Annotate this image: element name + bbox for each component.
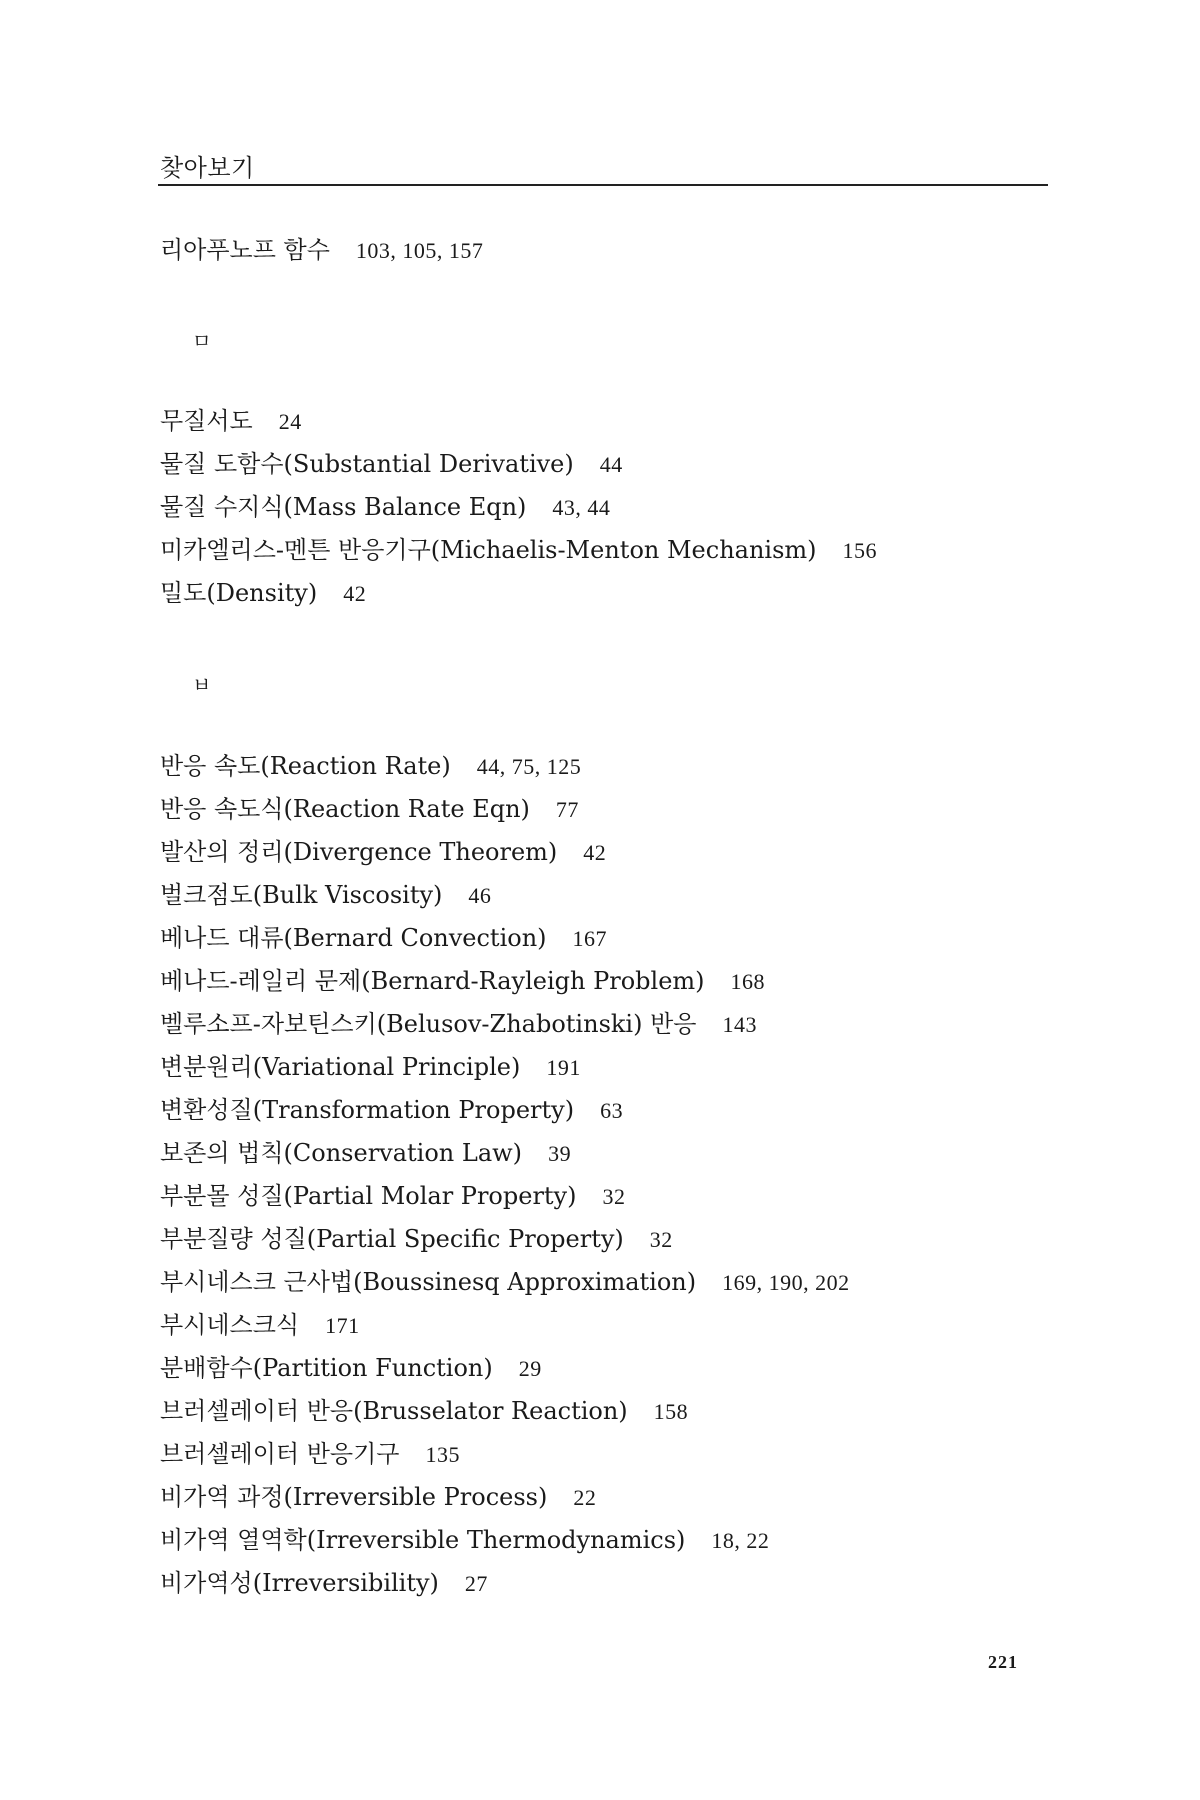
entry-term: 반응 속도식(Reaction Rate Eqn) — [160, 795, 530, 823]
index-entry — [160, 1224, 673, 1255]
entry-term: 보존의 법칙(Conservation Law) — [160, 1139, 523, 1167]
entry-pages: 32 — [602, 1184, 626, 1209]
index-entry — [160, 1052, 581, 1083]
entry-term: 밀도(Density) — [160, 579, 318, 607]
index-entry — [160, 794, 579, 825]
section-heading-bieup: ㅂ — [192, 673, 212, 697]
index-entry — [160, 1439, 460, 1470]
entry-pages: 135 — [425, 1442, 460, 1467]
entry-term: 부분질량 성질(Partial Specific Property) — [160, 1225, 624, 1253]
entry-pages: 46 — [468, 883, 492, 908]
entry-pages: 156 — [842, 538, 878, 563]
entry-pages: 171 — [325, 1313, 360, 1338]
entry-term: 비가역 열역학(Irreversible Thermodynamics) — [160, 1526, 686, 1554]
index-entry — [160, 966, 765, 997]
entry-pages: 143 — [722, 1012, 757, 1037]
index-entry — [160, 837, 606, 868]
entry-pages: 167 — [572, 926, 608, 951]
entry-term: 반응 속도(Reaction Rate) — [160, 752, 451, 780]
index-entry — [160, 1525, 769, 1556]
index-entry — [160, 578, 366, 609]
entry-pages: 24 — [278, 409, 302, 434]
entry-term: 무질서도 — [160, 407, 253, 435]
entry-term: 벌크점도(Bulk Viscosity) — [160, 881, 443, 909]
index-entry — [160, 492, 610, 523]
entry-pages: 158 — [653, 1399, 689, 1424]
index-entry — [160, 1396, 688, 1427]
entry-pages: 42 — [583, 840, 607, 865]
index-entry — [160, 1009, 757, 1040]
entry-pages: 77 — [555, 797, 579, 822]
entry-term: 리아푸노프 함수 — [160, 236, 330, 264]
index-entry — [160, 535, 877, 566]
entry-pages: 29 — [518, 1356, 542, 1381]
entry-term: 부분몰 성질(Partial Molar Property) — [160, 1182, 577, 1210]
entry-term: 벨루소프-자보틴스키(Belusov-Zhabotinski) 반응 — [160, 1010, 697, 1038]
index-entry — [160, 1353, 542, 1384]
section-heading-mieum: ㅁ — [192, 329, 212, 353]
entry-term: 물질 수지식(Mass Balance Eqn) — [160, 493, 527, 521]
entry-term: 변분원리(Variational Principle) — [160, 1053, 521, 1081]
page-number: 221 — [988, 1652, 1018, 1672]
entry-pages: 32 — [649, 1227, 673, 1252]
index-entry — [160, 1568, 488, 1599]
running-head: 찾아보기 — [160, 154, 255, 182]
entry-pages: 42 — [343, 581, 367, 606]
index-entry — [160, 880, 491, 911]
entry-term: 비가역성(Irreversibility) — [160, 1569, 439, 1597]
entry-pages: 168 — [730, 969, 766, 994]
entry-pages: 39 — [548, 1141, 572, 1166]
entry-pages: 27 — [464, 1571, 488, 1596]
index-entry — [160, 1482, 596, 1513]
entry-term: 미카엘리스-멘튼 반응기구(Michaelis-Menton Mechanism) — [160, 536, 817, 564]
header-rule — [158, 184, 1048, 186]
entry-pages: 169, 190, 202 — [722, 1270, 850, 1295]
entry-pages: 18, 22 — [711, 1528, 770, 1553]
entry-term: 베나드 대류(Bernard Convection) — [160, 924, 547, 952]
entry-term: 부시네스크식 — [160, 1311, 300, 1339]
entry-term: 베나드-레일리 문제(Bernard-Rayleigh Problem) — [160, 967, 705, 995]
entry-pages: 63 — [600, 1098, 624, 1123]
entry-pages: 191 — [546, 1055, 581, 1080]
entry-term: 발산의 정리(Divergence Theorem) — [160, 838, 558, 866]
entry-term: 브러셀레이터 반응기구 — [160, 1440, 400, 1468]
entry-term: 부시네스크 근사법(Boussinesq Approximation) — [160, 1268, 697, 1296]
index-entry — [160, 1181, 625, 1212]
entry-pages: 22 — [573, 1485, 597, 1510]
entry-pages: 44 — [599, 452, 623, 477]
index-entry — [160, 406, 302, 437]
index-entry — [160, 923, 607, 954]
entry-term: 분배함수(Partition Function) — [160, 1354, 493, 1382]
entry-pages: 44, 75, 125 — [476, 754, 582, 779]
index-entry — [160, 449, 623, 480]
entry-term: 비가역 과정(Irreversible Process) — [160, 1483, 548, 1511]
index-entry — [160, 235, 483, 266]
index-entry — [160, 1267, 850, 1298]
entry-term: 브러셀레이터 반응(Brusselator Reaction) — [160, 1397, 628, 1425]
entry-pages: 43, 44 — [552, 495, 611, 520]
entry-term: 물질 도함수(Substantial Derivative) — [160, 450, 574, 478]
entry-term: 변환성질(Transformation Property) — [160, 1096, 575, 1124]
index-entry — [160, 1310, 360, 1341]
index-entry — [160, 1138, 571, 1169]
index-entry — [160, 751, 581, 782]
entry-pages: 103, 105, 157 — [355, 238, 484, 263]
index-entry — [160, 1095, 623, 1126]
